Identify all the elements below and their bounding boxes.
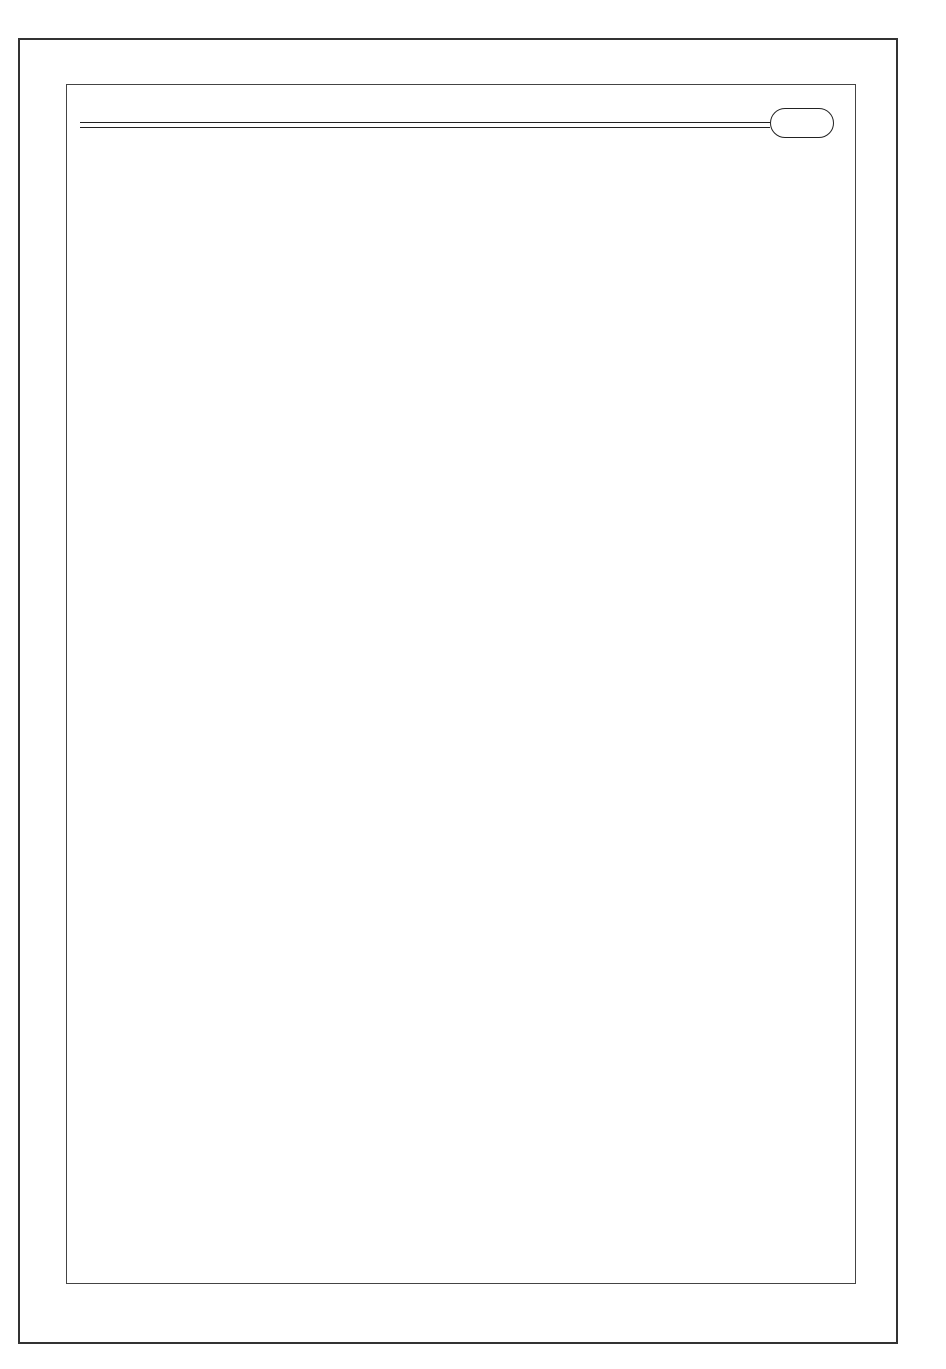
page-number xyxy=(770,108,834,138)
ornament-band-top xyxy=(20,40,896,84)
header-rule xyxy=(80,122,770,128)
ornament-band-right xyxy=(856,84,896,1286)
running-header xyxy=(80,86,850,150)
ornament-band-left xyxy=(20,84,66,1286)
page-border-inner xyxy=(66,84,856,1284)
ornament-band-bottom xyxy=(20,1286,896,1342)
